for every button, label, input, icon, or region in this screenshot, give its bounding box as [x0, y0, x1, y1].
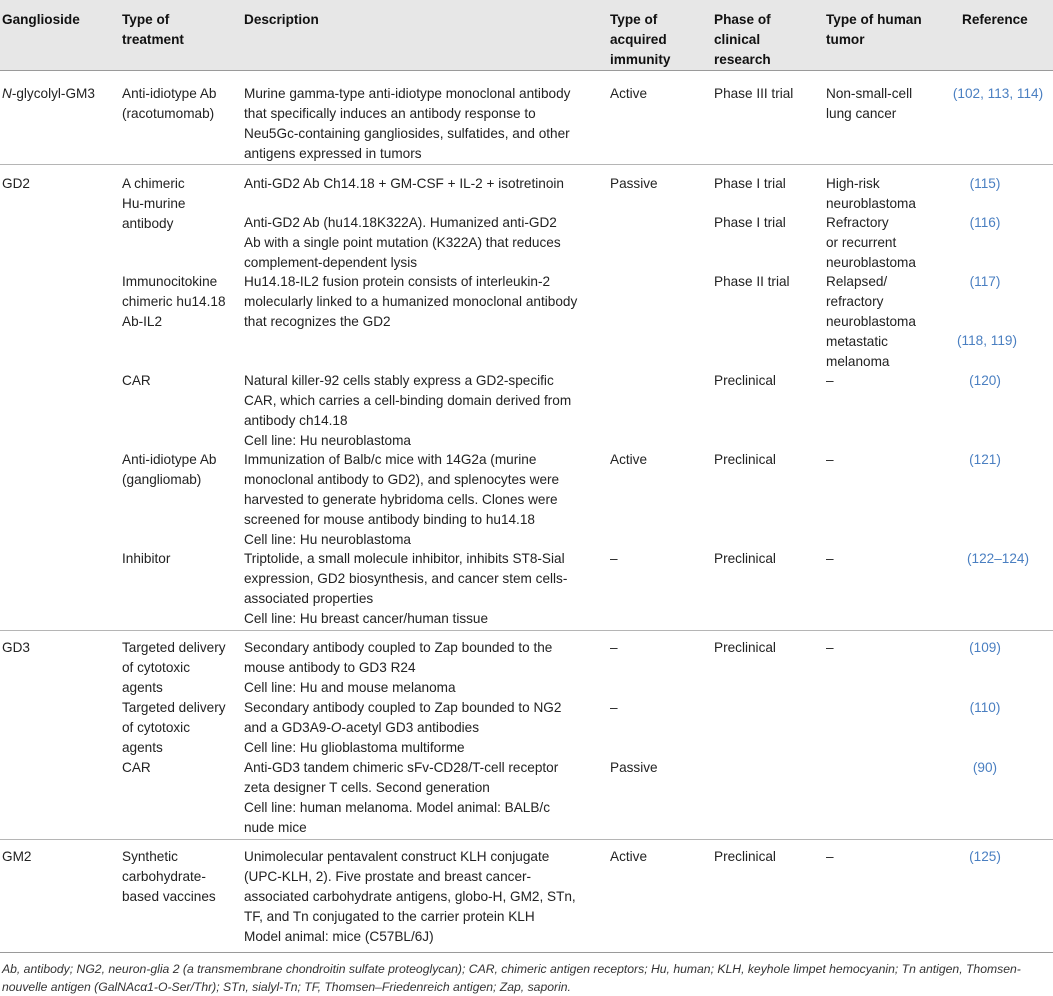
treatment-cell: CAR: [122, 760, 151, 775]
phase-cell: Phase III trial: [714, 86, 794, 101]
description-text: Secondary antibody coupled to Zap bounded to NG2 and a GD3A9-: [244, 700, 562, 735]
description-cell: Hu14.18-IL2 fusion protein consists of interleukin-2 molecularly linked to a humanized monoclonal antibody that recognizes the GD2: [244, 274, 578, 329]
reference-link[interactable]: (117): [969, 274, 1001, 289]
description-cell: Unimolecular pentavalent construct KLH conjugate (UPC-KLH, 2). Five prostate and breast cancer- associated carbohydrate antigens, globo-H, GM2, STn, TF, and Tn conjugated to the carrier protein KLH Model animal: mice (C57BL/6J): [244, 849, 576, 944]
treatment-cell: A chimeric Hu-murine antibody: [122, 176, 186, 231]
reference-link[interactable]: (115): [969, 176, 1001, 191]
description-cell: Murine gamma-type anti-idiotype monoclonal antibody that specifically induces an antibody response to Neu5Gc-containing gangliosides, sulfatides, and other antigens expressed in tumors: [244, 86, 571, 161]
description-cell: Natural killer-92 cells stably express a GD2-specific CAR, which carries a cell-binding domain derived from antibody ch14.18 Cell line: Hu neuroblastoma: [244, 373, 572, 448]
description-cell: Anti-GD2 Ab (hu14.18K322A). Humanized anti-GD2 Ab with a single point mutation (K322A) that reduces complement-dependent lysis: [244, 215, 561, 270]
treatment-cell: Anti-idiotype Ab (racotumomab): [122, 86, 217, 121]
tumor-cell: Refractory or recurrent neuroblastoma: [826, 215, 916, 270]
ganglioside-name: GM2: [2, 849, 32, 864]
header-divider: [0, 70, 1053, 71]
immunity-cell: –: [610, 700, 618, 715]
group-divider: [0, 630, 1053, 631]
tumor-cell: –: [826, 551, 834, 566]
reference-link[interactable]: (125): [969, 849, 1001, 864]
phase-cell: Preclinical: [714, 849, 776, 864]
group-divider: [0, 839, 1053, 840]
header-description: Description: [244, 12, 319, 27]
tumor-cell: Non-small-cell lung cancer: [826, 86, 913, 121]
treatment-cell: Synthetic carbohydrate- based vaccines: [122, 849, 216, 904]
reference-link[interactable]: (109): [969, 640, 1001, 655]
tumor-cell: –: [826, 849, 834, 864]
immunity-cell: Active: [610, 849, 648, 864]
treatment-cell: CAR: [122, 373, 151, 388]
header-reference: Reference: [962, 12, 1028, 27]
phase-cell: Phase I trial: [714, 215, 786, 230]
tumor-cell: –: [826, 373, 834, 388]
reference-link[interactable]: (122–124): [967, 551, 1029, 566]
phase-cell: Phase I trial: [714, 176, 786, 191]
header-tumor: Type of human tumor: [826, 12, 922, 47]
description-cell: Secondary antibody coupled to Zap bounded to the mouse antibody to GD3 R24 Cell line: Hu and mouse melanoma: [244, 640, 553, 695]
tumor-cell: –: [826, 452, 834, 467]
header-phase: Phase of clinical research: [714, 12, 771, 67]
table-row-ganglioside: [2, 84, 95, 104]
immunity-cell: –: [610, 551, 618, 566]
immunity-cell: Active: [610, 86, 648, 101]
table-footnote: Ab, antibody; NG2, neuron-glia 2 (a transmembrane chondroitin sulfate proteoglycan); CAR, chimeric antigen receptors; Hu, human; KLH, keyhole limpet hemocyanin; Tn antigen, Thomsen-nouvelle antigen (GalNAcα1-O-Ser/Thr); STn, sialyl-Tn; TF, Thomsen–Friedenreich antigen; Zap, saporin.: [2, 962, 1021, 994]
ganglioside-name: -glycolyl-GM3: [11, 86, 95, 101]
treatment-cell: Anti-idiotype Ab (gangliomab): [122, 452, 217, 487]
header-acquired-immunity: Type of acquired immunity: [610, 12, 671, 67]
reference-link[interactable]: (121): [969, 452, 1001, 467]
description-cell: Anti-GD2 Ab Ch14.18 + GM-CSF + IL-2 + isotretinoin: [244, 176, 564, 191]
reference-link[interactable]: (90): [972, 760, 998, 775]
tumor-cell: Relapsed/ refractory neuroblastoma metastatic melanoma: [826, 274, 916, 369]
immunity-cell: Passive: [610, 760, 658, 775]
reference-link[interactable]: (120): [969, 373, 1001, 388]
reference-link[interactable]: (110): [969, 700, 1001, 715]
description-italic-o: O: [330, 720, 342, 735]
treatment-cell: Immunocitokine chimeric hu14.18 Ab-IL2: [122, 274, 226, 329]
description-text: -acetyl GD3 antibodies Cell line: Hu glioblastoma multiforme: [244, 720, 480, 755]
phase-cell: Preclinical: [714, 640, 776, 655]
phase-cell: Preclinical: [714, 551, 776, 566]
tumor-cell: High-risk neuroblastoma: [826, 176, 916, 211]
reference-link[interactable]: (118, 119): [957, 333, 1017, 348]
phase-cell: Preclinical: [714, 452, 776, 467]
tumor-cell: –: [826, 640, 834, 655]
immunity-cell: Active: [610, 452, 648, 467]
treatment-cell: Targeted delivery of cytotoxic agents: [122, 700, 226, 755]
header-type-of-treatment: Type of treatment: [122, 12, 184, 47]
description-cell: Triptolide, a small molecule inhibitor, inhibits ST8-Sial expression, GD2 biosynthesis, and cancer stem cells- associated properties Cell line: Hu breast cancer/human tissue: [244, 551, 568, 626]
phase-cell: Preclinical: [714, 373, 776, 388]
header-ganglioside: Ganglioside: [2, 12, 80, 27]
description-cell: Anti-GD3 tandem chimeric sFv-CD28/T-cell receptor zeta designer T cells. Second generation Cell line: human melanoma. Model animal: BALB/c nude mice: [244, 760, 559, 835]
description-cell: [244, 698, 561, 758]
group-divider: [0, 164, 1053, 165]
reference-link[interactable]: (116): [969, 215, 1001, 230]
phase-cell: Phase II trial: [714, 274, 790, 289]
ganglioside-name: GD3: [2, 640, 30, 655]
ganglioside-name: GD2: [2, 176, 30, 191]
ganglioside-italic-prefix: N: [2, 86, 12, 101]
table-bottom-rule: [0, 952, 1053, 953]
immunity-cell: Passive: [610, 176, 658, 191]
treatment-cell: Inhibitor: [122, 551, 171, 566]
immunity-cell: –: [610, 640, 618, 655]
reference-link[interactable]: (102, 113, 114): [952, 86, 1044, 101]
description-cell: Immunization of Balb/c mice with 14G2a (murine monoclonal antibody to GD2), and splenocytes were harvested to generate hybridoma cells. Clones were screened for mouse antibody binding to hu14.18 Cell line: Hu neuroblastoma: [244, 452, 560, 547]
treatment-cell: Targeted delivery of cytotoxic agents: [122, 640, 226, 695]
